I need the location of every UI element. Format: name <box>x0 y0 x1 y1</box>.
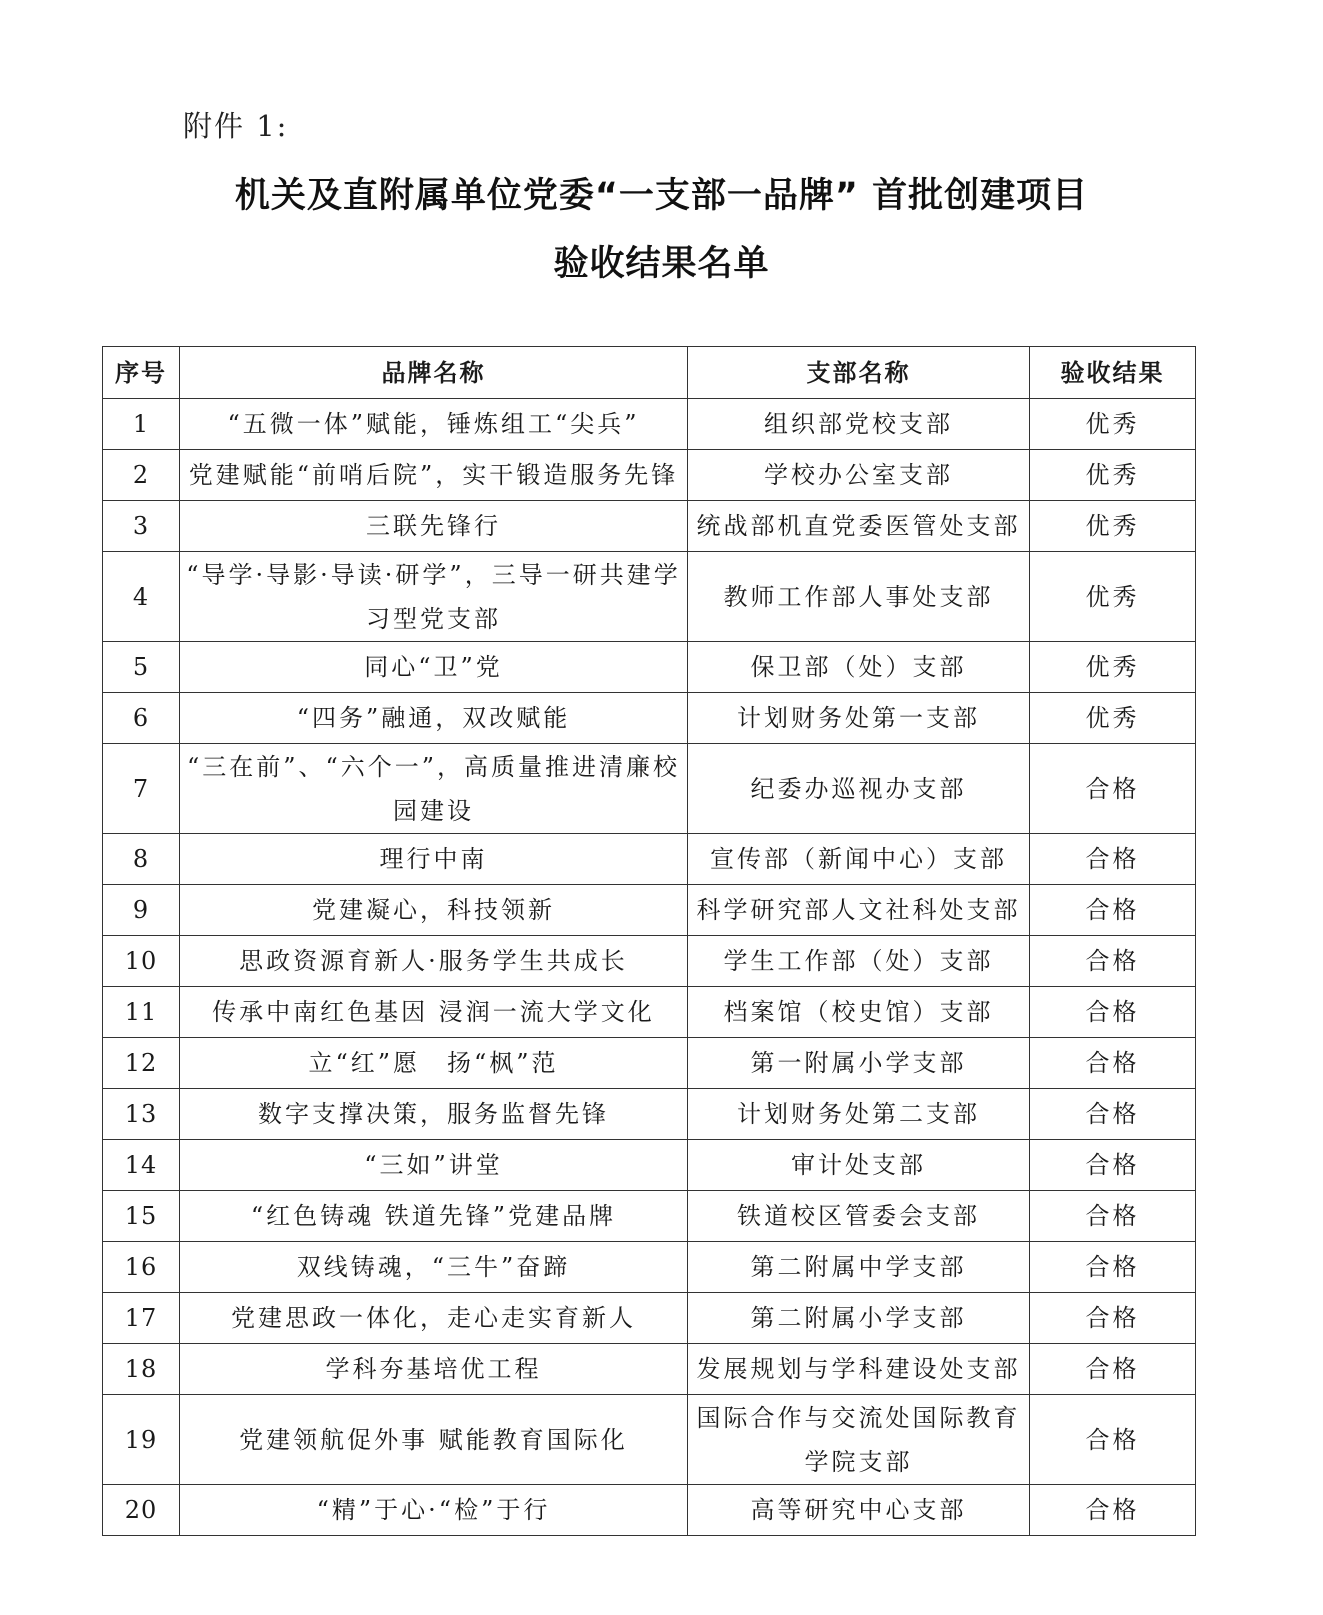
row-number: 5 <box>103 642 180 693</box>
table-row <box>103 936 1196 987</box>
brand-name-cell: 同心“卫”党 <box>180 642 688 693</box>
row-number: 13 <box>103 1089 180 1140</box>
table-row <box>103 987 1196 1038</box>
column-header-brand: 品牌名称 <box>180 347 688 399</box>
branch-name-cell: 铁道校区管委会支部 <box>688 1191 1030 1242</box>
branch-name-cell: 国际合作与交流处国际教育学院支部 <box>688 1395 1030 1485</box>
brand-name-cell: “三如”讲堂 <box>180 1140 688 1191</box>
result-cell: 优秀 <box>1030 642 1196 693</box>
table-row <box>103 1038 1196 1089</box>
table-header-row <box>103 347 1196 399</box>
branch-name-cell: 计划财务处第一支部 <box>688 693 1030 744</box>
result-cell: 合格 <box>1030 1344 1196 1395</box>
branch-name-cell: 学生工作部（处）支部 <box>688 936 1030 987</box>
row-number: 17 <box>103 1293 180 1344</box>
row-number: 9 <box>103 885 180 936</box>
table-row <box>103 1293 1196 1344</box>
brand-name-cell: 党建凝心，科技领新 <box>180 885 688 936</box>
table-row <box>103 744 1196 834</box>
result-cell: 合格 <box>1030 834 1196 885</box>
brand-name-cell: 党建思政一体化，走心走实育新人 <box>180 1293 688 1344</box>
table-row <box>103 693 1196 744</box>
brand-name-cell: 学科夯基培优工程 <box>180 1344 688 1395</box>
result-cell: 合格 <box>1030 1191 1196 1242</box>
brand-name-cell: 数字支撑决策，服务监督先锋 <box>180 1089 688 1140</box>
table-row <box>103 1089 1196 1140</box>
brand-name-cell: 党建领航促外事 赋能教育国际化 <box>180 1395 688 1485</box>
branch-name-cell: 高等研究中心支部 <box>688 1485 1030 1536</box>
results-table <box>102 346 1196 1536</box>
result-cell: 优秀 <box>1030 693 1196 744</box>
branch-name-cell: 科学研究部人文社科处支部 <box>688 885 1030 936</box>
result-cell: 合格 <box>1030 1089 1196 1140</box>
row-number: 6 <box>103 693 180 744</box>
brand-name-cell: 思政资源育新人·服务学生共成长 <box>180 936 688 987</box>
brand-name-cell: “四务”融通，双改赋能 <box>180 693 688 744</box>
row-number: 12 <box>103 1038 180 1089</box>
column-header-result: 验收结果 <box>1030 347 1196 399</box>
document-title: 机关及直附属单位党委“一支部一品牌” 首批创建项目 <box>234 176 1089 216</box>
row-number: 10 <box>103 936 180 987</box>
row-number: 15 <box>103 1191 180 1242</box>
table-row <box>103 834 1196 885</box>
result-cell: 合格 <box>1030 1140 1196 1191</box>
document-subtitle: 验收结果名单 <box>553 244 770 284</box>
brand-name-cell: “三在前”、“六个一”，高质量推进清廉校园建设 <box>180 744 688 834</box>
attachment-label: 附件 1: <box>183 109 289 143</box>
result-cell: 合格 <box>1030 1293 1196 1344</box>
table-row <box>103 1485 1196 1536</box>
branch-name-cell: 第二附属小学支部 <box>688 1293 1030 1344</box>
table-row <box>103 1395 1196 1485</box>
row-number: 2 <box>103 450 180 501</box>
result-cell: 合格 <box>1030 1242 1196 1293</box>
branch-name-cell: 第二附属中学支部 <box>688 1242 1030 1293</box>
row-number: 8 <box>103 834 180 885</box>
row-number: 19 <box>103 1395 180 1485</box>
brand-name-cell: 双线铸魂，“三牛”奋蹄 <box>180 1242 688 1293</box>
row-number: 18 <box>103 1344 180 1395</box>
branch-name-cell: 计划财务处第二支部 <box>688 1089 1030 1140</box>
table-body <box>103 399 1196 1536</box>
row-number: 3 <box>103 501 180 552</box>
result-cell: 合格 <box>1030 936 1196 987</box>
branch-name-cell: 第一附属小学支部 <box>688 1038 1030 1089</box>
row-number: 20 <box>103 1485 180 1536</box>
result-cell: 合格 <box>1030 987 1196 1038</box>
branch-name-cell: 统战部机直党委医管处支部 <box>688 501 1030 552</box>
result-cell: 优秀 <box>1030 450 1196 501</box>
row-number: 16 <box>103 1242 180 1293</box>
brand-name-cell: 三联先锋行 <box>180 501 688 552</box>
result-cell: 合格 <box>1030 1038 1196 1089</box>
result-cell: 合格 <box>1030 885 1196 936</box>
table-row <box>103 1191 1196 1242</box>
brand-name-cell: “导学·导影·导读·研学”，三导一研共建学习型党支部 <box>180 552 688 642</box>
table-row <box>103 399 1196 450</box>
branch-name-cell: 档案馆（校史馆）支部 <box>688 987 1030 1038</box>
result-cell: 合格 <box>1030 1395 1196 1485</box>
column-header-branch: 支部名称 <box>688 347 1030 399</box>
row-number: 14 <box>103 1140 180 1191</box>
branch-name-cell: 发展规划与学科建设处支部 <box>688 1344 1030 1395</box>
table-row <box>103 642 1196 693</box>
brand-name-cell: 传承中南红色基因 浸润一流大学文化 <box>180 987 688 1038</box>
result-cell: 优秀 <box>1030 399 1196 450</box>
row-number: 7 <box>103 744 180 834</box>
row-number: 1 <box>103 399 180 450</box>
row-number: 4 <box>103 552 180 642</box>
brand-name-cell: “红色铸魂 铁道先锋”党建品牌 <box>180 1191 688 1242</box>
result-cell: 优秀 <box>1030 501 1196 552</box>
table-row <box>103 501 1196 552</box>
table-row <box>103 885 1196 936</box>
branch-name-cell: 组织部党校支部 <box>688 399 1030 450</box>
column-header-number: 序号 <box>103 347 180 399</box>
brand-name-cell: 立“红”愿 扬“枫”范 <box>180 1038 688 1089</box>
branch-name-cell: 保卫部（处）支部 <box>688 642 1030 693</box>
branch-name-cell: 审计处支部 <box>688 1140 1030 1191</box>
table-row <box>103 1344 1196 1395</box>
result-cell: 优秀 <box>1030 552 1196 642</box>
branch-name-cell: 教师工作部人事处支部 <box>688 552 1030 642</box>
brand-name-cell: “精”于心·“检”于行 <box>180 1485 688 1536</box>
brand-name-cell: “五微一体”赋能，锤炼组工“尖兵” <box>180 399 688 450</box>
table-row <box>103 552 1196 642</box>
result-cell: 合格 <box>1030 744 1196 834</box>
brand-name-cell: 党建赋能“前哨后院”，实干锻造服务先锋 <box>180 450 688 501</box>
result-cell: 合格 <box>1030 1485 1196 1536</box>
brand-name-cell: 理行中南 <box>180 834 688 885</box>
branch-name-cell: 纪委办巡视办支部 <box>688 744 1030 834</box>
table-row <box>103 1140 1196 1191</box>
branch-name-cell: 学校办公室支部 <box>688 450 1030 501</box>
branch-name-cell: 宣传部（新闻中心）支部 <box>688 834 1030 885</box>
table-row <box>103 450 1196 501</box>
row-number: 11 <box>103 987 180 1038</box>
table-row <box>103 1242 1196 1293</box>
